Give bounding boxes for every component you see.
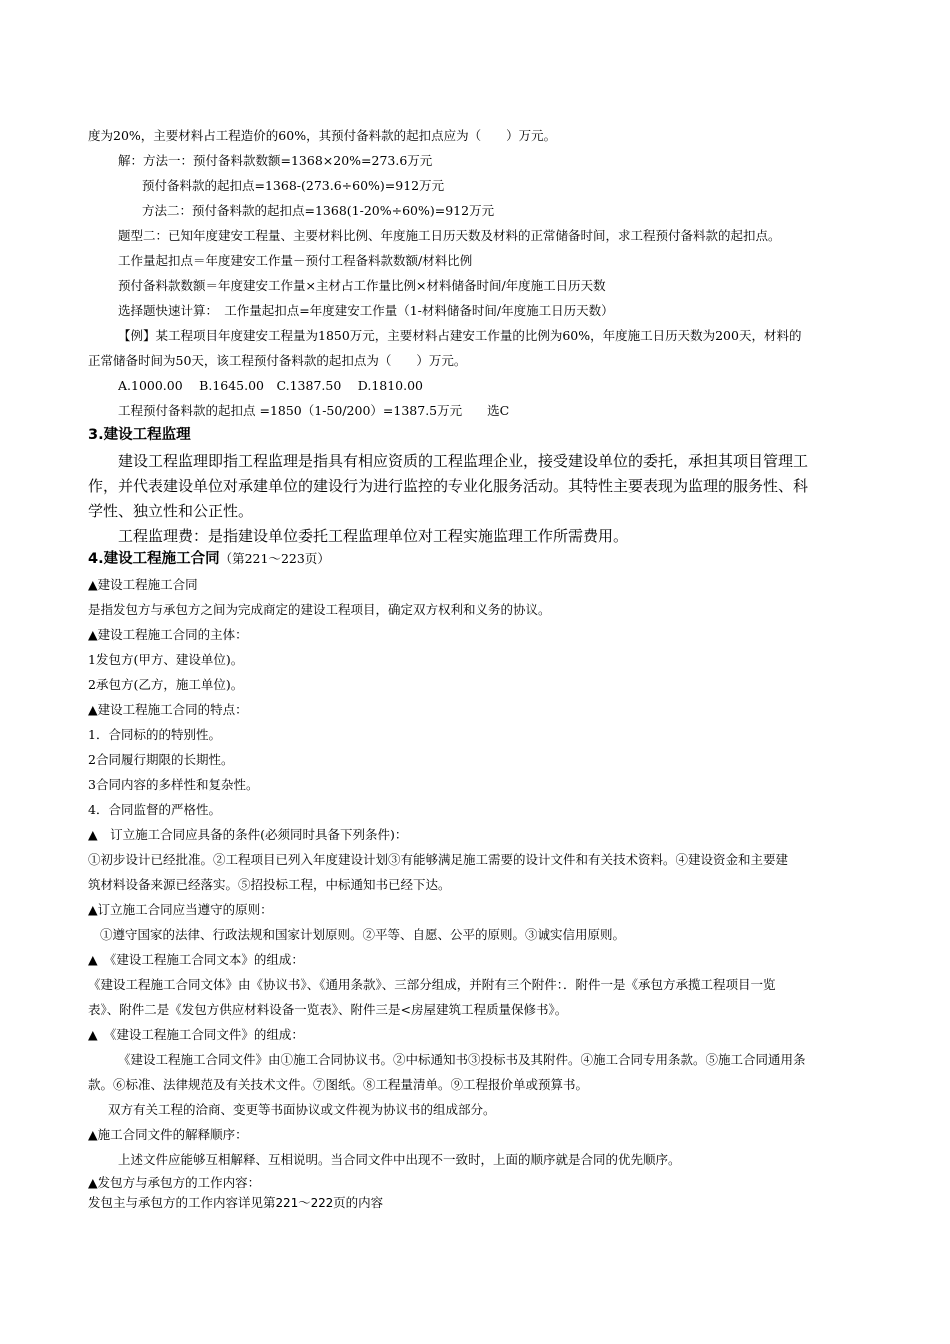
text-line: 正常储备时间为50天，该工程预付备料款的起扣点为（ ）万元。 [88,353,467,368]
text-line: 工程监理费：是指建设单位委托工程监理单位对工程实施监理工作所需费用。 [118,527,629,545]
section-heading-4-text: 4.建设工程施工合同 [88,551,220,567]
text-line: 上述文件应能够互相解释、互相说明。当合同文件中出现不一致时，上面的顺序就是合同的优先顺序。 [118,1152,681,1167]
text-line: 选择题快速计算： 工作量起扣点=年度建安工作量（1-材料储备时间/年度施工日历天数） [118,303,614,318]
section-heading-3 [88,425,908,445]
text-line: 学性、独立性和公正性。 [88,502,254,520]
list-item: 4．合同监督的严格性。 [88,802,221,817]
text-line: 双方有关工程的洽商、变更等书面协议或文件视为协议书的组成部分。 [108,1102,496,1117]
text-line: 表》、附件二是《发包方供应材料设备一览表》、附件三是<房屋建筑工程质量保修书》。 [88,1002,568,1017]
section-heading-3-text: 3.建设工程监理 [88,427,191,443]
bullet-heading: ▲建设工程施工合同的主体： [88,627,248,642]
list-item: 2合同履行期限的长期性。 [88,752,234,767]
text-line: 发包主与承包方的工作内容详见第221～222页的内容 [88,1195,384,1210]
text-line: 工程预付备料款的起扣点 =1850（1-50/200）=1387.5万元 选C [118,403,510,418]
text-line: 【例】某工程项目年度建安工程量为1850万元，主要材料占建安工作量的比例为60%，年度施工日历天数为200天，材料的 [118,328,802,343]
section-heading-4-pages: （第221～223页） [219,551,330,566]
bullet-heading: ▲ 《建设工程施工合同文件》的组成： [88,1027,304,1042]
text-line: 工作量起扣点＝年度建安工作量－预付工程备料款数额/材料比例 [118,253,473,268]
bullet-heading: ▲ 《建设工程施工合同文本》的组成： [88,952,304,967]
text-line: 款。⑥标准、法律规范及有关技术文件。⑦图纸。⑧工程量清单。⑨工程报价单或预算书。 [88,1077,589,1092]
text-line: ①遵守国家的法律、行政法规和国家计划原则。②平等、自愿、公平的原则。③诚实信用原则。 [100,927,626,942]
list-item: 1发包方(甲方、建设单位)。 [88,652,244,667]
text-line: 方法二：预付备料款的起扣点=1368(1-20%÷60%)=912万元 [142,203,495,218]
text-line: 预付备料款数额＝年度建安工作量×主材占工作量比例×材料储备时间/年度施工日历天数 [118,278,606,293]
text-line: 度为20%，主要材料占工程造价的60%，其预付备料款的起扣点应为（ ）万元。 [88,128,557,143]
text-line: 作，并代表建设单位对承建单位的建设行为进行监控的专业化服务活动。其特性主要表现为监理的服务性、科 [88,477,809,495]
text-line: 解：方法一：预付备料款数额=1368×20%=273.6万元 [118,153,433,168]
list-item: 3合同内容的多样性和复杂性。 [88,777,259,792]
bullet-heading: ▲建设工程施工合同 [88,577,198,592]
bullet-heading: ▲建设工程施工合同的特点： [88,702,248,717]
bullet-heading: ▲发包方与承包方的工作内容： [88,1175,261,1190]
list-item: 1．合同标的的特别性。 [88,727,221,742]
text-line: ①初步设计已经批准。②工程项目已列入年度建设计划③有能够满足施工需要的设计文件和有关技术资料。④建设资金和主要建 [88,852,789,867]
text-line: A.1000.00 B.1645.00 C.1387.50 D.1810.00 [118,378,424,393]
text-line: 建设工程监理即指工程监理是指具有相应资质的工程监理企业，接受建设单位的委托，承担其项目管理工 [118,452,809,470]
text-line: 预付备料款的起扣点=1368-(273.6÷60%)=912万元 [142,178,445,193]
text-line: 《建设工程施工合同文件》由①施工合同协议书。②中标通知书③投标书及其附件。④施工合同专用条款。⑤施工合同通用条 [118,1052,806,1067]
text-line: 是指发包方与承包方之间为完成商定的建设工程项目，确定双方权利和义务的协议。 [88,602,551,617]
list-item: 2承包方(乙方，施工单位)。 [88,677,244,692]
text-line: 筑材料设备来源已经落实。⑤招投标工程，中标通知书已经下达。 [88,877,451,892]
section-heading-4 [88,549,908,569]
bullet-heading: ▲订立施工合同应当遵守的原则： [88,902,273,917]
text-line: 题型二：已知年度建安工程量、主要材料比例、年度施工日历天数及材料的正常储备时间，求工程预付备料款的起扣点。 [118,228,781,243]
bullet-heading: ▲施工合同文件的解释顺序： [88,1127,248,1142]
text-line: 《建设工程施工合同文体》由《协议书》、《通用条款》、三部分组成，并附有三个附件：．附件一是《承包方承揽工程项目一览 [88,977,776,992]
bullet-heading: ▲ 订立施工合同应具备的条件(必须同时具备下列条件)： [88,827,408,842]
